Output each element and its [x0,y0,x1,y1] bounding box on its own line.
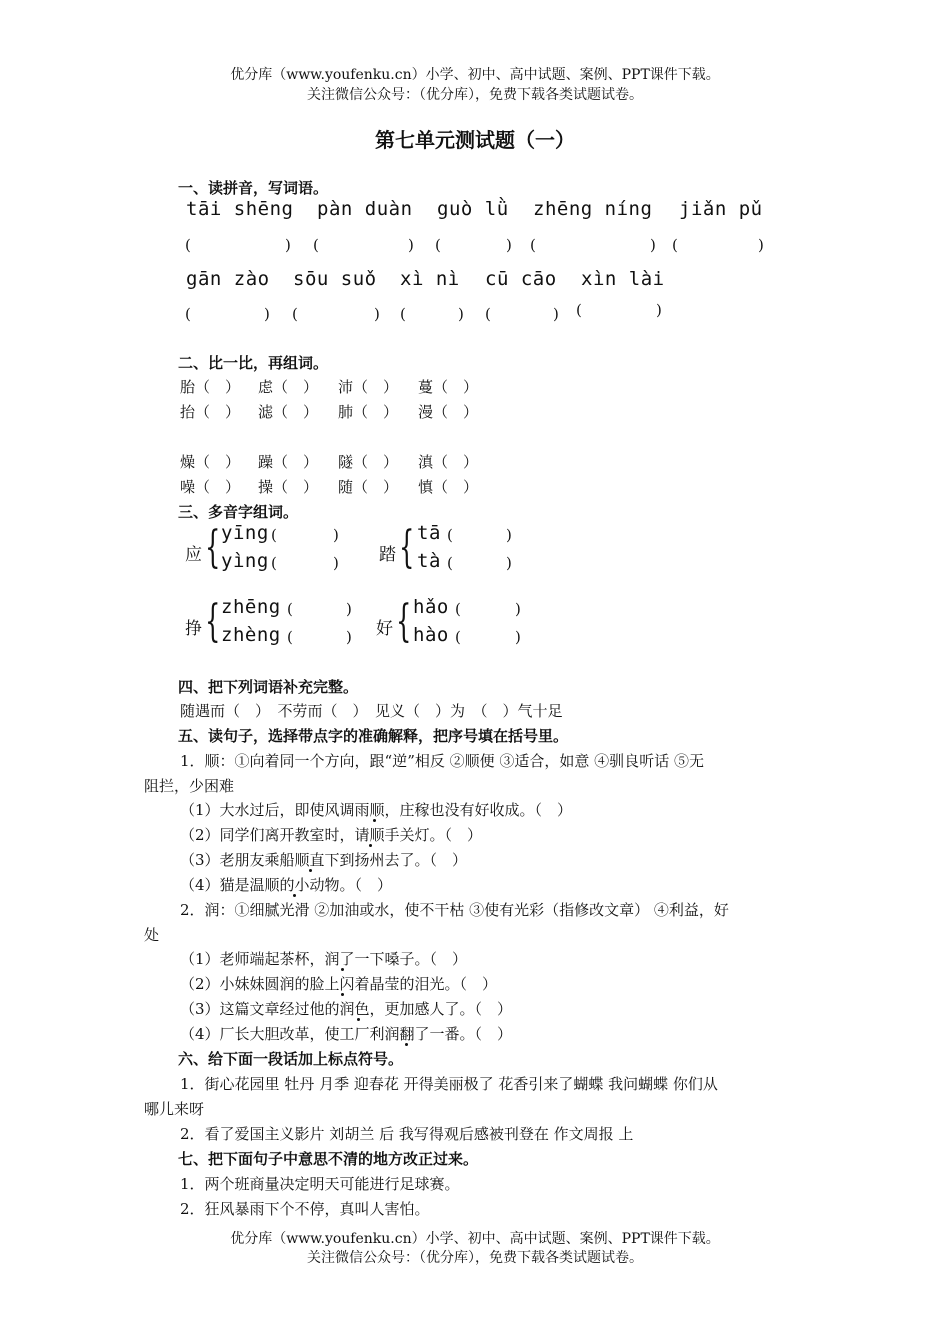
section-3-heading: 三、多音字组词。 [178,503,299,521]
q1-definition: 1．顺：①向着同一个方向，跟“逆”相反 ②顺便 ③适合，如意 ④驯良听话 ⑤无 [180,752,704,770]
answer-paren-open: ( [271,526,277,544]
answer-paren-close: ) [506,526,512,544]
polyphone-char: 挣 [185,619,202,639]
answer-paren-open: ( [400,305,406,323]
section-4-heading: 四、把下列词语补充完整。 [178,678,359,696]
polyphone-pinyin: hǎo [413,596,449,618]
compare-cell: 随（ ） [338,478,399,496]
emphasis-dot [309,869,312,872]
compare-cell: 噪（ ） [180,478,241,496]
pinyin-9: cū cāo [485,268,557,290]
answer-paren-open: ( [576,301,582,319]
q1-sentence: （2）同学们离开教室时，请顺手关灯。（ ） [180,826,483,844]
q2-sentence: （2）小妹妹圆润的脸上闪着晶莹的泪光。（ ） [180,975,498,993]
answer-paren-open: ( [435,236,441,254]
compare-cell: 燥（ ） [180,453,241,471]
correction-line: 1．两个班商量决定明天可能进行足球赛。 [180,1175,460,1193]
answer-paren-close: ) [515,600,521,618]
answer-paren-open: ( [292,305,298,323]
q2-sentence: （1）老师端起茶杯，润了一下嗓子。（ ） [180,950,468,968]
q2-sentence: （4）厂长大胆改革，使工厂利润翻了一番。（ ） [180,1025,513,1043]
answer-paren-open: ( [185,236,191,254]
pinyin-3: guò lǜ [437,198,509,220]
footer-line-2: 关注微信公众号：（优分库），免费下载各类试题试卷。 [307,1250,643,1266]
answer-paren-open: ( [313,236,319,254]
emphasis-dot [341,993,344,996]
compare-cell: 蔓（ ） [418,378,479,396]
compare-cell: 沛（ ） [338,378,399,396]
emphasis-dot [369,844,372,847]
pinyin-2: pàn duàn [317,198,413,220]
answer-paren-open: ( [530,236,536,254]
brace-icon: { [396,596,412,647]
emphasis-dot [341,968,344,971]
compare-cell: 慎（ ） [418,478,479,496]
polyphone-pinyin: yìng [221,550,269,572]
answer-paren-close: ) [515,628,521,646]
pinyin-10: xìn lài [581,268,665,290]
compare-cell: 操（ ） [258,478,319,496]
answer-paren-open: ( [447,526,453,544]
answer-paren-close: ) [758,236,764,254]
answer-paren-open: ( [287,628,293,646]
compare-cell: 躁（ ） [258,453,319,471]
compare-cell: 漫（ ） [418,403,479,421]
correction-line: 2．狂风暴雨下个不停，真叫人害怕。 [180,1200,430,1218]
header-line-1: 优分库（www.youfenku.cn）小学、初中、高中试题、案例、PPT课件下载。 [230,67,720,83]
brace-icon: { [205,522,221,573]
emphasis-dot [293,894,296,897]
q1-sentence: （3）老朋友乘船顺直下到扬州去了。（ ） [180,851,468,869]
q1-definition-cont: 阻拦，少困难 [144,777,235,795]
pinyin-1: tāi shēng [186,198,294,220]
header-line-2: 关注微信公众号：（优分库），免费下载各类试题试卷。 [307,87,643,103]
section-1-heading: 一、读拼音，写词语。 [178,179,329,197]
answer-paren-close: ) [458,305,464,323]
punctuation-line: 2．看了爱国主义影片 刘胡兰 后 我写得观后感被刊登在 作文周报 上 [180,1125,634,1143]
page-title: 第七单元测试题（一） [375,128,575,152]
q2-definition-cont: 处 [144,926,160,944]
answer-paren-close: ) [333,526,339,544]
compare-cell: 隧（ ） [338,453,399,471]
polyphone-char: 好 [376,619,393,639]
brace-icon: { [205,596,221,647]
idiom-line: 随遇而（ ） 不劳而（ ） 见义（ ）为 （ ）气十足 [180,702,563,720]
q2-definition: 2．润：①细腻光滑 ②加油或水，使不干枯 ③使有光彩（指修改文章） ④利益，好 [180,901,729,919]
answer-paren-close: ) [408,236,414,254]
compare-cell: 抬（ ） [180,403,241,421]
answer-paren-open: ( [185,305,191,323]
answer-paren-open: ( [672,236,678,254]
answer-paren-open: ( [455,628,461,646]
polyphone-pinyin: hào [413,624,449,646]
emphasis-dot [357,1018,360,1021]
answer-paren-close: ) [285,236,291,254]
q2-sentence: （3）这篇文章经过他的润色，更加感人了。（ ） [180,1000,513,1018]
section-7-heading: 七、把下面句子中意思不清的地方改正过来。 [178,1150,479,1168]
section-5-heading: 五、读句子，选择带点字的准确解释，把序号填在括号里。 [178,727,569,745]
compare-cell: 滤（ ） [258,403,319,421]
answer-paren-close: ) [333,554,339,572]
polyphone-char: 应 [185,545,202,565]
answer-paren-close: ) [346,600,352,618]
answer-paren-close: ) [553,305,559,323]
pinyin-4: zhēng níng [533,198,653,220]
answer-paren-open: ( [485,305,491,323]
compare-cell: 虑（ ） [258,378,319,396]
answer-paren-open: ( [287,600,293,618]
polyphone-pinyin: tà [417,550,441,572]
answer-paren-close: ) [346,628,352,646]
footer-line-1: 优分库（www.youfenku.cn）小学、初中、高中试题、案例、PPT课件下载。 [230,1231,720,1247]
answer-paren-close: ) [506,554,512,572]
polyphone-pinyin: zhèng [221,624,281,646]
polyphone-char: 踏 [379,545,396,565]
punctuation-line: 1．街心花园里 牡丹 月季 迎春花 开得美丽极了 花香引来了蝴蝶 我问蝴蝶 你们从 [180,1075,718,1093]
section-2-heading: 二、比一比，再组词。 [178,354,329,372]
emphasis-dot [405,1043,408,1046]
pinyin-5: jiǎn pǔ [679,198,763,220]
answer-paren-close: ) [264,305,270,323]
answer-paren-open: ( [271,554,277,572]
compare-cell: 滇（ ） [418,453,479,471]
answer-paren-close: ) [374,305,380,323]
emphasis-dot [373,819,376,822]
polyphone-pinyin: tā [417,522,441,544]
brace-icon: { [399,522,415,573]
punctuation-line-cont: 哪儿来呀 [144,1100,205,1118]
pinyin-8: xì nì [400,268,460,290]
polyphone-pinyin: zhēng [221,596,281,618]
q1-sentence: （4）猫是温顺的小动物。（ ） [180,876,393,894]
pinyin-7: sōu suǒ [293,268,377,290]
answer-paren-open: ( [447,554,453,572]
q1-sentence: （1）大水过后，即使风调雨顺，庄稼也没有好收成。（ ） [180,801,573,819]
answer-paren-close: ) [650,236,656,254]
answer-paren-close: ) [506,236,512,254]
compare-cell: 肺（ ） [338,403,399,421]
compare-cell: 胎（ ） [180,378,241,396]
answer-paren-open: ( [455,600,461,618]
section-6-heading: 六、给下面一段话加上标点符号。 [178,1050,404,1068]
polyphone-pinyin: yīng [221,522,269,544]
answer-paren-close: ) [656,301,662,319]
pinyin-6: gān zào [186,268,270,290]
